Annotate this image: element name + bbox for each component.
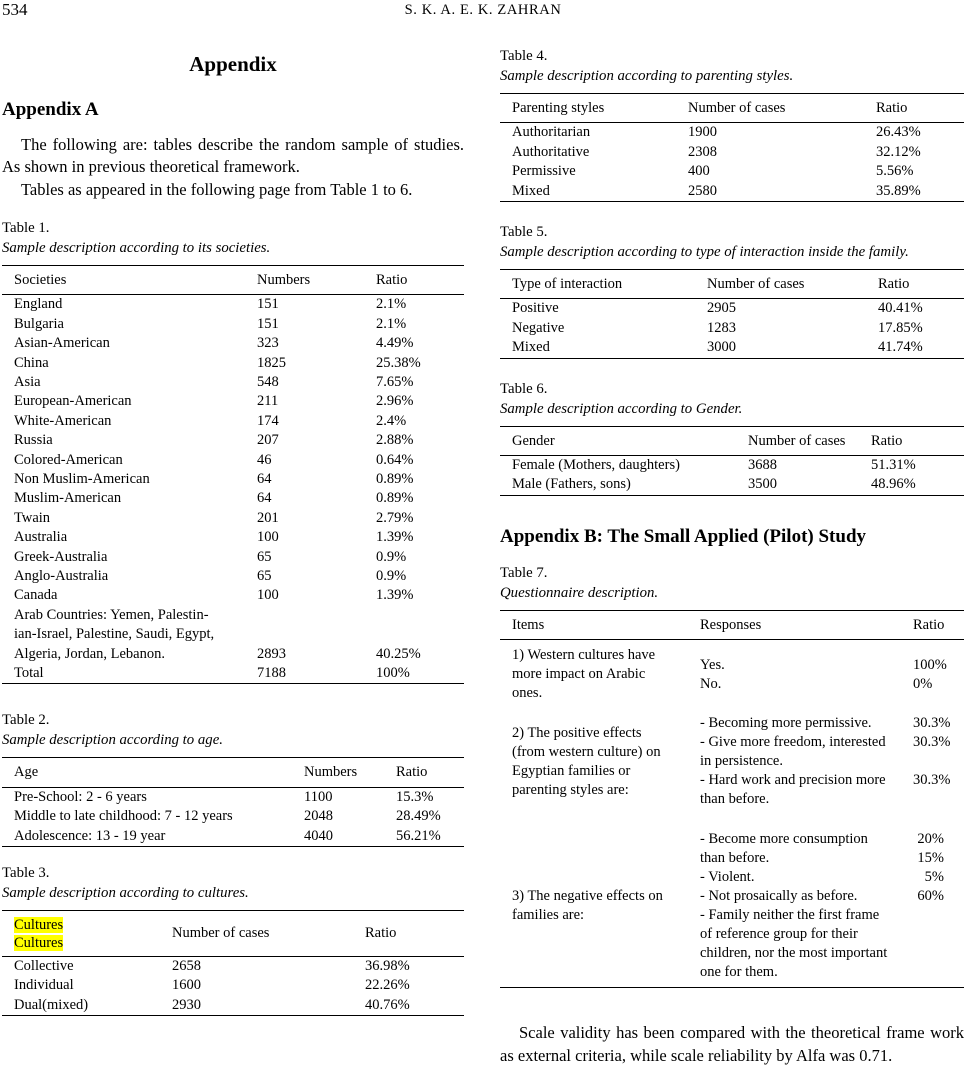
table-cell: 5.56% (876, 163, 914, 180)
appendix-b-heading: Appendix B: The Small Applied (Pilot) Study (500, 525, 867, 547)
item-cell (500, 708, 700, 814)
table-row (500, 299, 964, 319)
text-line: 30.3% (913, 734, 951, 751)
table-cell: 64 (257, 490, 272, 507)
table-row (2, 334, 464, 353)
table-cell: 4040 (304, 827, 333, 844)
table-cell: 1825 (257, 354, 286, 371)
table-row (500, 162, 964, 181)
text-line: of reference group for their (700, 926, 858, 943)
text-line: 20% (917, 831, 944, 848)
table-header-row (500, 94, 964, 123)
table-cell: 100 (257, 587, 279, 604)
text-line: - Give more freedom, interested (700, 734, 886, 751)
responses-cell (700, 640, 913, 709)
text-line: one for them. (700, 964, 778, 981)
table-cell: Mixed (512, 339, 550, 356)
table-cell: Female (Mothers, daughters) (512, 457, 680, 474)
item-cell (500, 814, 700, 988)
responses-cell (700, 708, 913, 814)
table-cell: 151 (257, 315, 279, 332)
table-cell: Mixed (512, 182, 550, 199)
column-header: Ratio (396, 764, 428, 781)
text-line: children, nor the most important (700, 945, 888, 962)
text-line: - Become more consumption (700, 831, 868, 848)
table-cell: 65 (257, 567, 272, 584)
table-cell: Asian-American (14, 335, 110, 352)
table-cell: 2658 (172, 958, 201, 975)
text-line: - Hard work and precision more (700, 772, 886, 789)
table-cell: Permissive (512, 163, 576, 180)
ratio-cell (913, 640, 964, 709)
table-cell: 17.85% (878, 319, 923, 336)
table-row (2, 509, 464, 528)
table-cell: 0.89% (376, 490, 414, 507)
table-3-wrap (2, 910, 464, 1016)
table-label: Table 1. (2, 219, 50, 236)
table-cell: 15.3% (396, 788, 434, 805)
questionnaire-row (500, 640, 964, 709)
column-header: Numbers (257, 271, 311, 288)
two-column-layout (2, 22, 964, 1067)
table-6 (500, 426, 964, 496)
table-cell: 41.74% (878, 339, 923, 356)
table-cell: 2.88% (376, 432, 414, 449)
table-cell: 2893 (257, 645, 286, 662)
table-cell: 201 (257, 509, 279, 526)
table-header-row (2, 265, 464, 294)
text-line: Arab Countries: Yemen, Palestin- (14, 606, 209, 623)
table-cell: Canada (14, 587, 58, 604)
table-cell: 48.96% (871, 476, 916, 493)
ratio-cell (913, 814, 964, 988)
table-cell: Middle to late childhood: 7 - 12 years (14, 808, 233, 825)
table-row (2, 489, 464, 508)
questionnaire-row (500, 708, 964, 814)
text-line: Algeria, Jordan, Lebanon. (14, 645, 165, 662)
text-line: 5% (924, 869, 944, 886)
text-line: than before. (700, 850, 770, 867)
column-header: Number of cases (688, 100, 786, 116)
table-cell: 3500 (748, 476, 777, 493)
column-header-highlighted (2, 911, 172, 957)
text-line: - Becoming more permissive. (700, 715, 872, 732)
column-header: Numbers (304, 764, 358, 781)
table-row (2, 412, 464, 431)
table-cell: 0.9% (376, 548, 407, 565)
table-row (500, 338, 964, 358)
table-cell: Australia (14, 529, 68, 546)
table-row (2, 528, 464, 547)
table-label: Table 7. (500, 564, 548, 581)
text-line: (from western culture) on (512, 743, 661, 760)
table-cell: 2.79% (376, 509, 414, 526)
text-line: - Family neither the first frame (700, 907, 880, 924)
table-row (2, 373, 464, 392)
table-7-caption-block (500, 563, 964, 603)
table-header-row (2, 911, 464, 957)
table-cell: 3688 (748, 457, 777, 474)
table-row (2, 354, 464, 373)
responses-cell (700, 814, 913, 988)
column-header: Ratio (365, 925, 397, 942)
table-cell (2, 606, 257, 664)
text-line: 30.3% (913, 772, 951, 789)
table-cell: 1.39% (376, 529, 414, 546)
table-cell: Pre-School: 2 - 6 years (14, 788, 147, 805)
text-line: ones. (512, 685, 543, 702)
column-header: Age (14, 764, 39, 781)
table-row (500, 475, 964, 495)
table-row (2, 470, 464, 489)
table-7 (500, 610, 964, 988)
table-cell: 32.12% (876, 143, 921, 160)
table-cell: 40.25% (376, 645, 421, 662)
table-cell: Anglo-Australia (14, 567, 109, 584)
table-label: Table 3. (2, 865, 50, 882)
table-cell: 174 (257, 412, 279, 429)
table-caption: Sample description according to cultures. (2, 885, 249, 902)
table-cell: 28.49% (396, 808, 441, 825)
table-cell: 4.49% (376, 335, 414, 352)
table-caption: Sample description according to its societies. (2, 239, 271, 256)
table-cell: Individual (14, 977, 74, 994)
text-line: ian-Israel, Palestine, Saudi, Egypt, (14, 626, 215, 643)
text-line: Yes. (700, 656, 725, 673)
table-cell: China (14, 354, 49, 371)
table-cell: 2930 (172, 996, 201, 1013)
text-line: No. (700, 675, 722, 692)
table-cell: 64 (257, 470, 272, 487)
text-line: Egyptian families or (512, 762, 631, 779)
table-cell: Bulgaria (14, 315, 64, 332)
text-line: 1) Western cultures have (512, 647, 656, 664)
table-5-wrap (500, 269, 964, 359)
page-header (2, 0, 964, 22)
table-4 (500, 93, 964, 202)
table-cell: Authoritarian (512, 124, 591, 141)
column-header: Parenting styles (512, 100, 605, 116)
column-header: Ratio (876, 100, 908, 116)
text-line: 30.3% (913, 715, 951, 732)
column-header: Number of cases (172, 925, 270, 942)
table-6-caption-block (500, 379, 964, 419)
table-cell: Negative (512, 319, 565, 336)
text-line: than before. (700, 791, 770, 808)
table-cell: 40.76% (365, 996, 410, 1013)
text-line: in persistence. (700, 753, 783, 770)
table-5 (500, 269, 964, 359)
text-line: 60% (917, 888, 944, 905)
table-cell: 2580 (688, 182, 717, 199)
table-cell: Dual(mixed) (14, 996, 89, 1013)
running-head: S. K. A. E. K. ZAHRAN (404, 2, 562, 18)
table-caption: Questionnaire description. (500, 584, 659, 601)
questionnaire-row (500, 814, 964, 988)
right-column (500, 44, 964, 1067)
appendix-title: Appendix (189, 52, 277, 76)
table-row (500, 123, 964, 143)
table-row (2, 315, 464, 334)
table-cell: 207 (257, 432, 279, 449)
table-cell: 51.31% (871, 457, 916, 474)
table-6-wrap (500, 426, 964, 496)
table-cell: 100 (257, 529, 279, 546)
table-cell: 548 (257, 373, 279, 390)
table-cell: Authoritative (512, 143, 590, 160)
table-row (500, 319, 964, 338)
table-caption: Sample description according to age. (2, 732, 223, 749)
column-header: Items (512, 616, 545, 633)
table-header-row (2, 758, 464, 787)
table-row (2, 827, 464, 847)
table-row (2, 392, 464, 411)
table-cell: Non Muslim-American (14, 470, 150, 487)
table-cell: 35.89% (876, 182, 921, 199)
table-cell: 2308 (688, 143, 717, 160)
column-header: Type of interaction (512, 276, 623, 293)
text-line: parenting styles are: (512, 781, 629, 798)
table-row (2, 548, 464, 567)
table-cell: 65 (257, 548, 272, 565)
table-cell: 1600 (172, 977, 201, 994)
table-cell: European-American (14, 393, 132, 410)
text-line: more impact on Arabic (512, 666, 646, 683)
table-row (2, 957, 464, 977)
table-cell: Muslim-American (14, 490, 122, 507)
text-line: - Not prosaically as before. (700, 888, 858, 905)
table-cell: 2.4% (376, 412, 407, 429)
highlighted-text: Cultures (14, 935, 64, 952)
table-row (2, 807, 464, 826)
table-row (500, 143, 964, 162)
text-line: 0% (913, 675, 933, 692)
column-header: Gender (512, 432, 555, 449)
paragraph: The following are: tables describe the random sample of studies. As shown in previous theoretical framework. (2, 135, 464, 177)
appendix-a-intro (2, 134, 464, 201)
table-row (2, 586, 464, 605)
table-label: Table 6. (500, 380, 548, 397)
table-cell: England (14, 296, 63, 313)
ratio-cell (913, 708, 964, 814)
text-line: - Violent. (700, 869, 755, 886)
column-header: Ratio (376, 271, 408, 288)
table-row (500, 182, 964, 202)
table-row (500, 456, 964, 476)
table-row (2, 451, 464, 470)
table-cell: 26.43% (876, 124, 921, 141)
table-cell: 7188 (257, 665, 286, 682)
table-cell: 1283 (707, 319, 736, 336)
table-1-caption-block (2, 218, 464, 258)
table-cell: 22.26% (365, 977, 410, 994)
table-cell: 2905 (707, 300, 736, 317)
table-5-caption-block (500, 222, 964, 262)
table-cell: 1.39% (376, 587, 414, 604)
table-cell: 2.1% (376, 315, 407, 332)
table-cell: 151 (257, 296, 279, 313)
table-cell: 7.65% (376, 373, 414, 390)
table-2-caption-block (2, 710, 464, 750)
column-header: Number of cases (748, 432, 846, 449)
table-caption: Sample description according to Gender. (500, 400, 743, 417)
table-cell: 400 (688, 163, 710, 180)
table-1 (2, 265, 464, 685)
table-cell: Adolescence: 13 - 19 year (14, 827, 166, 844)
table-caption: Sample description according to parenting styles. (500, 68, 794, 84)
table-header-row (500, 426, 964, 455)
table-cell: Positive (512, 300, 559, 317)
table-row (2, 976, 464, 995)
highlighted-text: Cultures (14, 917, 64, 934)
table-cell: Male (Fathers, sons) (512, 476, 631, 493)
column-header: Number of cases (707, 276, 805, 293)
table-row (2, 567, 464, 586)
text-line: 15% (917, 850, 944, 867)
column-header: Ratio (913, 616, 945, 633)
table-cell: 1100 (304, 788, 333, 805)
table-cell: 3000 (707, 339, 736, 356)
table-label: Table 5. (500, 224, 548, 241)
table-cell: Russia (14, 432, 53, 449)
closing-paragraph: Scale validity has been compared with the theoretical frame work as external criteria, while scale reliability by Alfa was 0.71. (500, 1023, 964, 1065)
text-line: families are: (512, 907, 585, 924)
table-cell: White-American (14, 412, 112, 429)
table-caption: Sample description according to type of interaction inside the family. (500, 244, 909, 261)
table-cell: Total (14, 665, 44, 682)
table-header-row (500, 270, 964, 299)
table-cell: 0.89% (376, 470, 414, 487)
table-2 (2, 757, 464, 847)
column-header: Ratio (878, 276, 910, 293)
table-3 (2, 910, 464, 1016)
table-row (2, 606, 464, 664)
table-cell: 2.96% (376, 393, 414, 410)
table-cell: 40.41% (878, 300, 923, 317)
table-cell: Colored-American (14, 451, 123, 468)
table-cell: 56.21% (396, 827, 441, 844)
table-cell: 2048 (304, 808, 333, 825)
table-3-caption-block (2, 863, 464, 903)
table-cell: Twain (14, 509, 51, 526)
table-cell: 25.38% (376, 354, 421, 371)
table-label: Table 4. (500, 48, 548, 64)
table-header-row (500, 610, 964, 639)
table-2-wrap (2, 757, 464, 847)
table-cell: 100% (376, 665, 410, 682)
table-cell: 1900 (688, 124, 717, 141)
table-row (2, 787, 464, 807)
table-row (2, 664, 464, 684)
text-line: 2) The positive effects (512, 724, 642, 741)
table-cell: Asia (14, 373, 41, 390)
table-row (2, 431, 464, 450)
table-4-caption-block (500, 46, 964, 86)
table-row (2, 295, 464, 315)
table-7-wrap (500, 610, 964, 988)
text-line: 100% (913, 656, 947, 673)
column-header: Ratio (871, 432, 903, 449)
page-number: 534 (2, 0, 28, 19)
table-cell: 2.1% (376, 296, 407, 313)
text-line: 3) The negative effects on (512, 888, 663, 905)
table-cell: 211 (257, 393, 279, 410)
table-cell: 46 (257, 451, 272, 468)
table-cell: 0.9% (376, 567, 407, 584)
table-cell: 0.64% (376, 451, 414, 468)
text-line (913, 752, 964, 771)
table-cell: 323 (257, 335, 279, 352)
table-label: Table 2. (2, 712, 50, 729)
left-column (2, 44, 464, 1067)
item-cell (500, 640, 700, 709)
table-cell: 36.98% (365, 958, 410, 975)
table-cell: Collective (14, 958, 74, 975)
column-header: Responses (700, 616, 762, 633)
column-header: Societies (14, 271, 67, 288)
table-4-wrap (500, 93, 964, 202)
table-1-wrap (2, 265, 464, 685)
appendix-a-heading: Appendix A (2, 99, 99, 120)
paragraph: Tables as appeared in the following page from Table 1 to 6. (21, 179, 413, 199)
table-cell: Greek-Australia (14, 548, 108, 565)
